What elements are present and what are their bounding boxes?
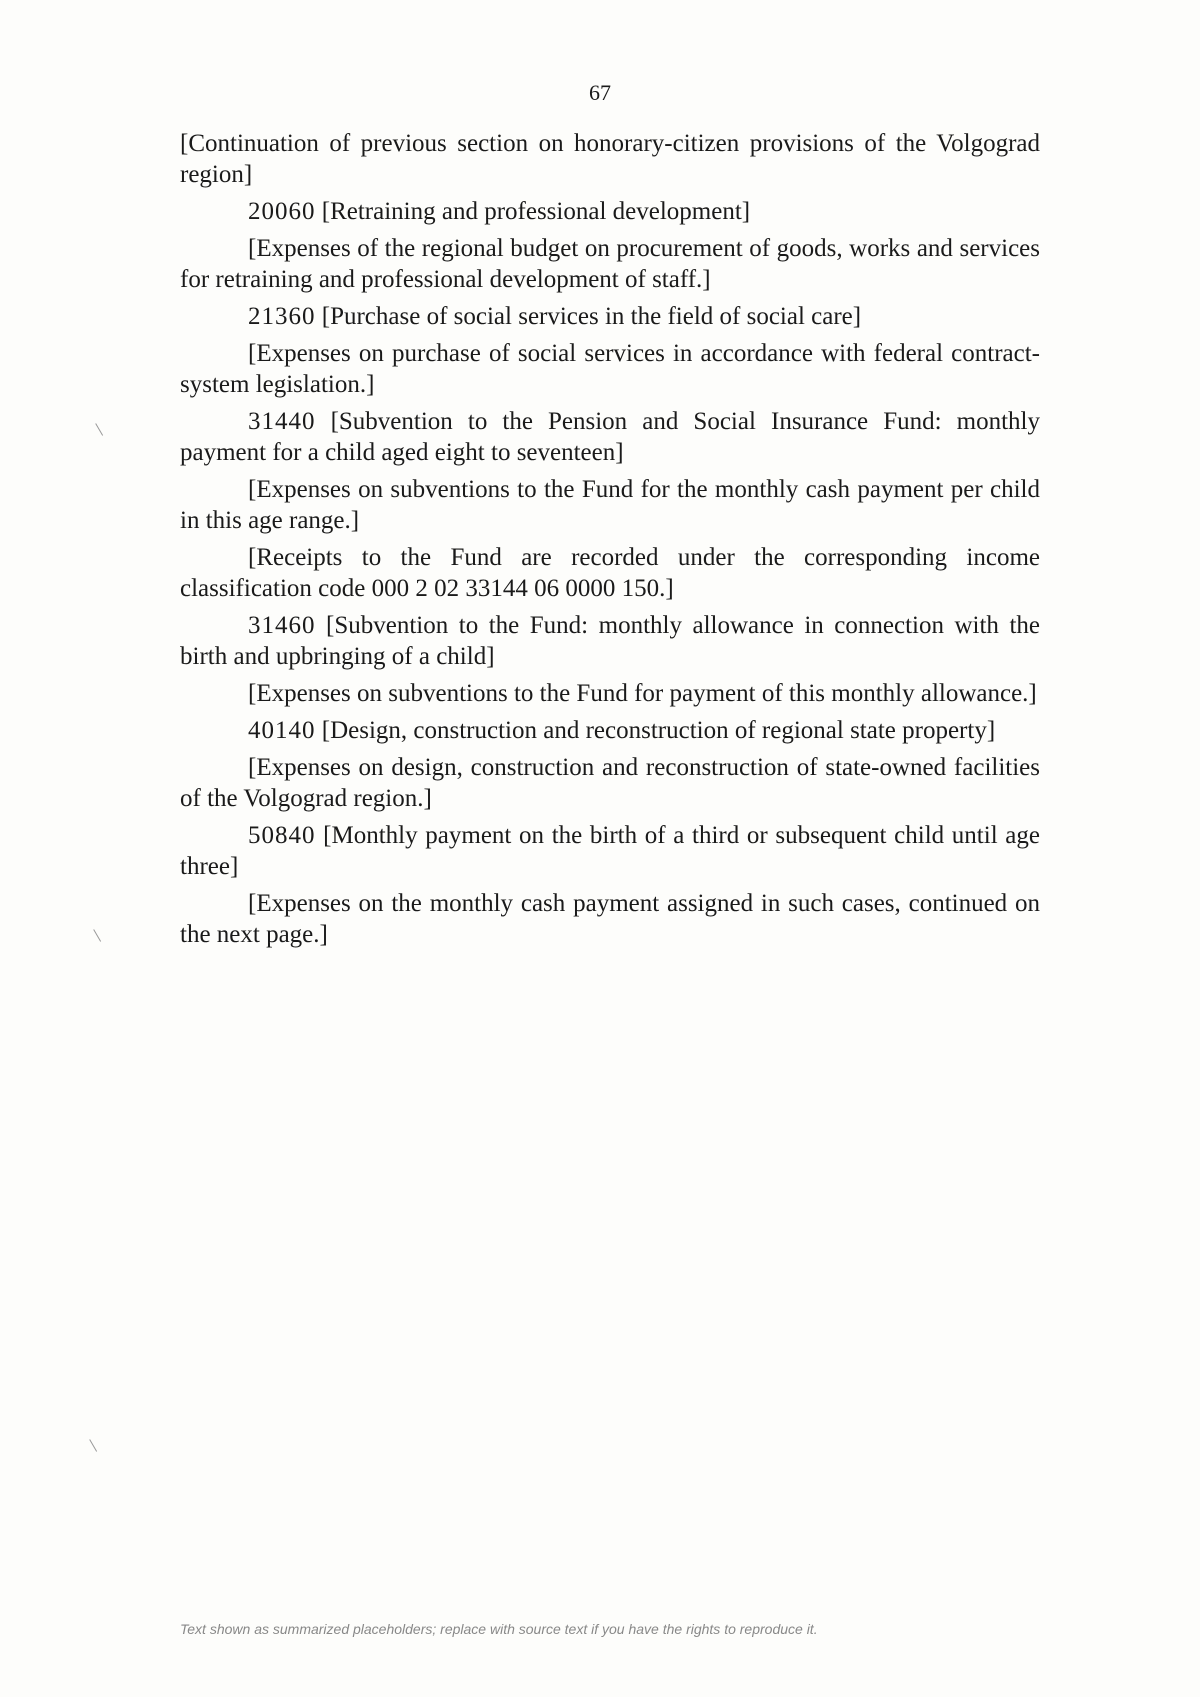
scan-artifact xyxy=(93,924,110,942)
section-body: [Expenses on design, construction and reconstruction of state-owned facilities of the Volgograd region.] xyxy=(180,754,1040,812)
section-code: 50840 xyxy=(248,822,316,849)
section-extra: [Receipts to the Fund are recorded under the corresponding income classification code 000 2 02 33144 06 0000 150.] xyxy=(180,544,1040,602)
section-heading xyxy=(180,301,1040,332)
section-title: [Purchase of social services in the field of social care] xyxy=(321,303,862,330)
section-title: [Subvention to the Pension and Social Insurance Fund: monthly payment for a child aged eight to seventeen] xyxy=(180,408,1040,466)
section-title: [Design, construction and reconstruction of regional state property] xyxy=(321,717,996,744)
section-title: [Monthly payment on the birth of a third or subsequent child until age three] xyxy=(180,822,1040,880)
section-31460 xyxy=(180,610,1040,709)
section-20060 xyxy=(180,196,1040,295)
section-body: [Expenses on subventions to the Fund for payment of this monthly allowance.] xyxy=(248,680,1037,707)
intro-paragraph: [Continuation of previous section on honorary-citizen provisions of the Volgograd region] xyxy=(180,130,1040,188)
section-body: [Expenses on purchase of social services in accordance with federal contract-system legislation.] xyxy=(180,340,1040,398)
section-body: [Expenses on the monthly cash payment assigned in such cases, continued on the next page.] xyxy=(180,890,1040,948)
document-body xyxy=(180,128,1040,956)
section-31440 xyxy=(180,406,1040,604)
section-21360 xyxy=(180,301,1040,400)
section-code: 21360 xyxy=(248,303,316,330)
section-heading xyxy=(180,820,1040,882)
section-heading xyxy=(180,406,1040,468)
section-code: 20060 xyxy=(248,198,316,225)
section-50840 xyxy=(180,820,1040,950)
section-code: 40140 xyxy=(248,717,316,744)
section-40140 xyxy=(180,715,1040,814)
section-heading xyxy=(180,715,1040,746)
scan-artifact xyxy=(95,418,112,436)
section-code: 31460 xyxy=(248,612,316,639)
placeholder-notice: Text shown as summarized placeholders; replace with source text if you have the rights to reproduce it. xyxy=(180,1621,818,1637)
section-code: 31440 xyxy=(248,408,316,435)
section-body: [Expenses on subventions to the Fund for the monthly cash payment per child in this age range.] xyxy=(180,476,1040,534)
section-title: [Retraining and professional development] xyxy=(321,198,751,225)
page-number: 67 xyxy=(589,80,611,105)
scan-artifact xyxy=(89,1434,106,1452)
section-heading xyxy=(180,196,1040,227)
section-body: [Expenses of the regional budget on procurement of goods, works and services for retraining and professional development of staff.] xyxy=(180,235,1040,293)
section-heading xyxy=(180,610,1040,672)
section-title: [Subvention to the Fund: monthly allowance in connection with the birth and upbringing of a child] xyxy=(180,612,1040,670)
